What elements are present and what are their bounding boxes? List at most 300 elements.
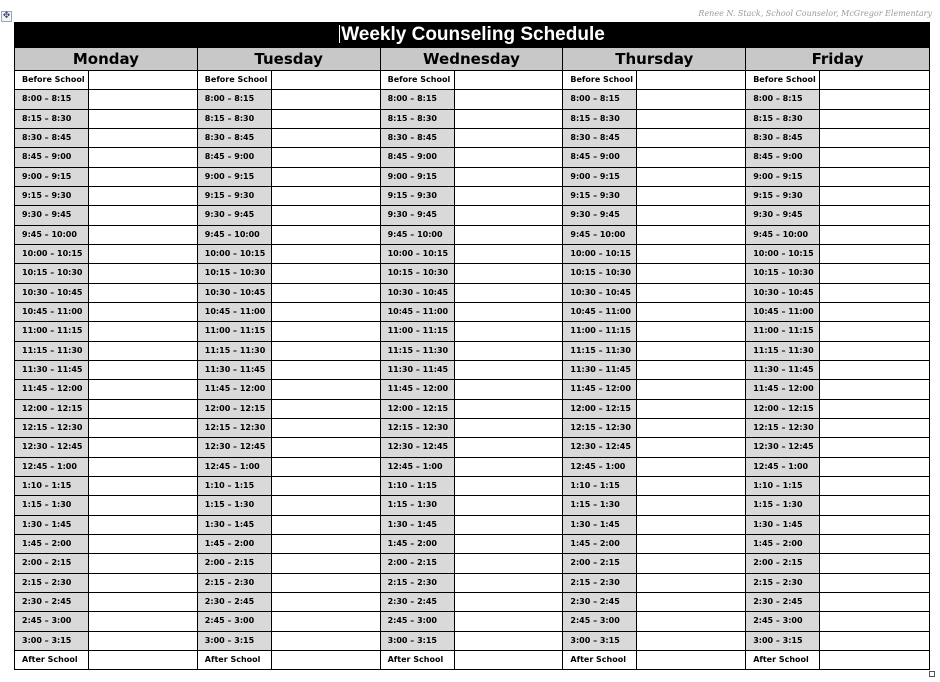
schedule-row bbox=[563, 516, 745, 535]
appointment-cell[interactable] bbox=[820, 226, 929, 244]
time-slot-label: 8:45 – 9:00 bbox=[563, 148, 637, 166]
time-slot-label: 11:00 – 11:15 bbox=[15, 322, 89, 340]
time-slot-label: 2:30 – 2:45 bbox=[381, 593, 455, 611]
time-slot-label: 8:00 – 8:15 bbox=[746, 90, 820, 108]
appointment-cell[interactable] bbox=[820, 245, 929, 263]
schedule-row bbox=[746, 322, 929, 341]
appointment-cell[interactable] bbox=[637, 438, 745, 456]
time-slot-label: 11:30 – 11:45 bbox=[198, 361, 272, 379]
appointment-cell[interactable] bbox=[820, 264, 929, 282]
schedule-row bbox=[381, 245, 563, 264]
time-slot-label: 3:00 – 3:15 bbox=[381, 632, 455, 650]
schedule-row bbox=[563, 322, 745, 341]
appointment-cell[interactable] bbox=[89, 110, 197, 128]
schedule-row bbox=[15, 129, 197, 148]
appointment-cell[interactable] bbox=[89, 458, 197, 476]
appointment-cell[interactable] bbox=[272, 535, 380, 553]
appointment-cell[interactable] bbox=[637, 90, 745, 108]
appointment-cell[interactable] bbox=[89, 342, 197, 360]
schedule-row bbox=[381, 419, 563, 438]
appointment-cell[interactable] bbox=[820, 322, 929, 340]
schedule-row bbox=[746, 226, 929, 245]
appointment-cell[interactable] bbox=[272, 593, 380, 611]
appointment-cell[interactable] bbox=[89, 612, 197, 630]
time-slot-label: 8:45 – 9:00 bbox=[746, 148, 820, 166]
schedule-row bbox=[15, 322, 197, 341]
appointment-cell[interactable] bbox=[89, 400, 197, 418]
schedule-row bbox=[15, 264, 197, 283]
schedule-row bbox=[198, 535, 380, 554]
schedule-row bbox=[381, 264, 563, 283]
appointment-cell[interactable] bbox=[455, 380, 563, 398]
appointment-cell[interactable] bbox=[89, 380, 197, 398]
time-slot-label: 9:00 – 9:15 bbox=[381, 168, 455, 186]
schedule-row bbox=[746, 380, 929, 399]
appointment-cell[interactable] bbox=[272, 284, 380, 302]
appointment-cell[interactable] bbox=[820, 458, 929, 476]
appointment-cell[interactable] bbox=[89, 148, 197, 166]
appointment-cell[interactable] bbox=[637, 612, 745, 630]
appointment-cell[interactable] bbox=[89, 361, 197, 379]
appointment-cell[interactable] bbox=[455, 477, 563, 495]
appointment-cell[interactable] bbox=[455, 400, 563, 418]
time-slot-label: 12:30 – 12:45 bbox=[563, 438, 637, 456]
day-header: Friday bbox=[746, 48, 929, 71]
appointment-cell[interactable] bbox=[637, 322, 745, 340]
schedule-row bbox=[746, 632, 929, 651]
appointment-cell[interactable] bbox=[455, 496, 563, 514]
appointment-cell[interactable] bbox=[637, 554, 745, 572]
schedule-row bbox=[746, 419, 929, 438]
appointment-cell[interactable] bbox=[272, 148, 380, 166]
time-slot-label: 8:30 – 8:45 bbox=[198, 129, 272, 147]
appointment-cell[interactable] bbox=[820, 168, 929, 186]
appointment-cell[interactable] bbox=[272, 458, 380, 476]
appointment-cell[interactable] bbox=[89, 419, 197, 437]
time-slot-label: 12:30 – 12:45 bbox=[198, 438, 272, 456]
appointment-cell[interactable] bbox=[820, 129, 929, 147]
appointment-cell[interactable] bbox=[820, 284, 929, 302]
appointment-cell[interactable] bbox=[820, 361, 929, 379]
time-slot-label: 1:10 – 1:15 bbox=[746, 477, 820, 495]
time-slot-label: 9:15 – 9:30 bbox=[563, 187, 637, 205]
time-slot-label: 11:30 – 11:45 bbox=[746, 361, 820, 379]
appointment-cell[interactable] bbox=[637, 187, 745, 205]
time-slot-label: 8:15 – 8:30 bbox=[15, 110, 89, 128]
appointment-cell[interactable] bbox=[637, 477, 745, 495]
appointment-cell[interactable] bbox=[820, 574, 929, 592]
appointment-cell[interactable] bbox=[272, 612, 380, 630]
schedule-row bbox=[746, 148, 929, 167]
appointment-cell[interactable] bbox=[455, 516, 563, 534]
time-slot-label: 2:15 – 2:30 bbox=[381, 574, 455, 592]
time-slot-label: 11:30 – 11:45 bbox=[381, 361, 455, 379]
appointment-cell[interactable] bbox=[820, 554, 929, 572]
schedule-row bbox=[381, 361, 563, 380]
appointment-cell[interactable] bbox=[637, 226, 745, 244]
appointment-cell[interactable] bbox=[89, 574, 197, 592]
appointment-cell[interactable] bbox=[89, 496, 197, 514]
schedule-row bbox=[198, 380, 380, 399]
time-slot-label: 11:00 – 11:15 bbox=[746, 322, 820, 340]
time-slot-label: 1:30 – 1:45 bbox=[381, 516, 455, 534]
time-slot-label: 11:15 – 11:30 bbox=[15, 342, 89, 360]
schedule-row bbox=[746, 496, 929, 515]
schedule-row bbox=[563, 71, 745, 90]
appointment-cell[interactable] bbox=[455, 322, 563, 340]
schedule-row bbox=[563, 226, 745, 245]
appointment-cell[interactable] bbox=[455, 612, 563, 630]
appointment-cell[interactable] bbox=[455, 90, 563, 108]
time-slot-label: 11:30 – 11:45 bbox=[15, 361, 89, 379]
schedule-row bbox=[198, 574, 380, 593]
time-slot-label: 10:30 – 10:45 bbox=[563, 284, 637, 302]
appointment-cell[interactable] bbox=[89, 516, 197, 534]
schedule-row bbox=[563, 342, 745, 361]
appointment-cell[interactable] bbox=[820, 148, 929, 166]
appointment-cell[interactable] bbox=[89, 226, 197, 244]
schedule-row bbox=[198, 593, 380, 612]
schedule-row bbox=[15, 574, 197, 593]
schedule-row bbox=[563, 438, 745, 457]
time-slot-label: 9:45 – 10:00 bbox=[746, 226, 820, 244]
appointment-cell[interactable] bbox=[272, 110, 380, 128]
appointment-cell[interactable] bbox=[89, 322, 197, 340]
appointment-cell[interactable] bbox=[637, 419, 745, 437]
time-slot-label: 2:30 – 2:45 bbox=[198, 593, 272, 611]
schedule-row bbox=[746, 284, 929, 303]
appointment-cell[interactable] bbox=[455, 264, 563, 282]
time-slot-label: After School bbox=[198, 651, 272, 669]
appointment-cell[interactable] bbox=[89, 168, 197, 186]
schedule-row bbox=[198, 71, 380, 90]
appointment-cell[interactable] bbox=[637, 264, 745, 282]
schedule-row bbox=[15, 303, 197, 322]
time-slot-label: 9:45 – 10:00 bbox=[198, 226, 272, 244]
appointment-cell[interactable] bbox=[89, 264, 197, 282]
time-slot-label: Before School bbox=[746, 71, 820, 89]
appointment-cell[interactable] bbox=[637, 284, 745, 302]
appointment-cell[interactable] bbox=[89, 554, 197, 572]
time-slot-label: After School bbox=[381, 651, 455, 669]
time-slot-label: 8:15 – 8:30 bbox=[381, 110, 455, 128]
schedule-row bbox=[15, 168, 197, 187]
appointment-cell[interactable] bbox=[89, 206, 197, 224]
time-slot-label: 12:15 – 12:30 bbox=[381, 419, 455, 437]
appointment-cell[interactable] bbox=[637, 632, 745, 650]
appointment-cell[interactable] bbox=[455, 110, 563, 128]
appointment-cell[interactable] bbox=[272, 322, 380, 340]
time-slot-label: 8:00 – 8:15 bbox=[563, 90, 637, 108]
time-slot-label: 1:10 – 1:15 bbox=[381, 477, 455, 495]
schedule-row bbox=[198, 612, 380, 631]
schedule-row bbox=[746, 264, 929, 283]
appointment-cell[interactable] bbox=[455, 419, 563, 437]
appointment-cell[interactable] bbox=[272, 632, 380, 650]
time-slot-label: 1:15 – 1:30 bbox=[15, 496, 89, 514]
appointment-cell[interactable] bbox=[637, 129, 745, 147]
appointment-cell[interactable] bbox=[272, 187, 380, 205]
appointment-cell[interactable] bbox=[820, 535, 929, 553]
appointment-cell[interactable] bbox=[272, 651, 380, 669]
appointment-cell[interactable] bbox=[820, 496, 929, 514]
time-slot-label: 1:30 – 1:45 bbox=[563, 516, 637, 534]
appointment-cell[interactable] bbox=[272, 438, 380, 456]
time-slot-label: 2:45 – 3:00 bbox=[563, 612, 637, 630]
schedule-row bbox=[15, 554, 197, 573]
appointment-cell[interactable] bbox=[637, 458, 745, 476]
appointment-cell[interactable] bbox=[455, 206, 563, 224]
appointment-cell[interactable] bbox=[272, 516, 380, 534]
time-slot-label: 10:00 – 10:15 bbox=[746, 245, 820, 263]
schedule-row bbox=[563, 284, 745, 303]
time-slot-label: 10:00 – 10:15 bbox=[563, 245, 637, 263]
appointment-cell[interactable] bbox=[637, 206, 745, 224]
schedule-row bbox=[15, 284, 197, 303]
time-slot-label: 12:15 – 12:30 bbox=[746, 419, 820, 437]
appointment-cell[interactable] bbox=[89, 90, 197, 108]
time-slot-label: 9:30 – 9:45 bbox=[198, 206, 272, 224]
appointment-cell[interactable] bbox=[820, 90, 929, 108]
appointment-cell[interactable] bbox=[637, 71, 745, 89]
appointment-cell[interactable] bbox=[89, 303, 197, 321]
appointment-cell[interactable] bbox=[272, 361, 380, 379]
time-slot-label: 1:10 – 1:15 bbox=[563, 477, 637, 495]
appointment-cell[interactable] bbox=[820, 206, 929, 224]
schedule-row bbox=[15, 632, 197, 651]
appointment-cell[interactable] bbox=[820, 303, 929, 321]
schedule-title-bar[interactable] bbox=[14, 22, 930, 47]
schedule-row bbox=[381, 535, 563, 554]
time-slot-label: 2:15 – 2:30 bbox=[563, 574, 637, 592]
appointment-cell[interactable] bbox=[820, 400, 929, 418]
appointment-cell[interactable] bbox=[272, 554, 380, 572]
appointment-cell[interactable] bbox=[272, 71, 380, 89]
appointment-cell[interactable] bbox=[455, 458, 563, 476]
time-slot-label: 11:15 – 11:30 bbox=[381, 342, 455, 360]
appointment-cell[interactable] bbox=[455, 535, 563, 553]
day-column-wednesday bbox=[380, 48, 563, 670]
appointment-cell[interactable] bbox=[89, 632, 197, 650]
appointment-cell[interactable] bbox=[637, 168, 745, 186]
appointment-cell[interactable] bbox=[89, 535, 197, 553]
time-slot-label: 2:45 – 3:00 bbox=[381, 612, 455, 630]
time-slot-label: 9:45 – 10:00 bbox=[381, 226, 455, 244]
appointment-cell[interactable] bbox=[455, 554, 563, 572]
schedule-row bbox=[563, 168, 745, 187]
time-slot-label: 11:45 – 12:00 bbox=[381, 380, 455, 398]
time-slot-label: 8:00 – 8:15 bbox=[15, 90, 89, 108]
time-slot-label: 12:15 – 12:30 bbox=[563, 419, 637, 437]
schedule-row bbox=[563, 400, 745, 419]
appointment-cell[interactable] bbox=[272, 90, 380, 108]
appointment-cell[interactable] bbox=[272, 206, 380, 224]
schedule-row bbox=[198, 361, 380, 380]
schedule-row bbox=[746, 168, 929, 187]
appointment-cell[interactable] bbox=[455, 245, 563, 263]
schedule-row bbox=[381, 168, 563, 187]
time-slot-label: 11:00 – 11:15 bbox=[381, 322, 455, 340]
time-slot-label: 8:00 – 8:15 bbox=[381, 90, 455, 108]
appointment-cell[interactable] bbox=[455, 168, 563, 186]
appointment-cell[interactable] bbox=[272, 574, 380, 592]
schedule-row bbox=[15, 90, 197, 109]
appointment-cell[interactable] bbox=[272, 400, 380, 418]
time-slot-label: 9:30 – 9:45 bbox=[746, 206, 820, 224]
appointment-cell[interactable] bbox=[820, 612, 929, 630]
appointment-cell[interactable] bbox=[820, 651, 929, 669]
time-slot-label: 8:45 – 9:00 bbox=[381, 148, 455, 166]
appointment-cell[interactable] bbox=[820, 380, 929, 398]
schedule-row bbox=[381, 438, 563, 457]
appointment-cell[interactable] bbox=[455, 148, 563, 166]
appointment-cell[interactable] bbox=[637, 342, 745, 360]
appointment-cell[interactable] bbox=[820, 438, 929, 456]
schedule-row bbox=[746, 593, 929, 612]
schedule-row bbox=[381, 632, 563, 651]
time-slot-label: 11:45 – 12:00 bbox=[563, 380, 637, 398]
appointment-cell[interactable] bbox=[89, 245, 197, 263]
appointment-cell[interactable] bbox=[455, 284, 563, 302]
appointment-cell[interactable] bbox=[272, 226, 380, 244]
schedule-row bbox=[15, 148, 197, 167]
schedule-row bbox=[381, 303, 563, 322]
appointment-cell[interactable] bbox=[455, 593, 563, 611]
schedule-row bbox=[746, 651, 929, 670]
schedule-row bbox=[381, 148, 563, 167]
appointment-cell[interactable] bbox=[89, 477, 197, 495]
appointment-cell[interactable] bbox=[455, 71, 563, 89]
appointment-cell[interactable] bbox=[637, 651, 745, 669]
time-slot-label: 10:45 – 11:00 bbox=[15, 303, 89, 321]
appointment-cell[interactable] bbox=[455, 361, 563, 379]
appointment-cell[interactable] bbox=[455, 438, 563, 456]
time-slot-label: 2:15 – 2:30 bbox=[746, 574, 820, 592]
time-slot-label: 12:45 – 1:00 bbox=[746, 458, 820, 476]
appointment-cell[interactable] bbox=[272, 496, 380, 514]
day-header: Monday bbox=[15, 48, 197, 71]
appointment-cell[interactable] bbox=[455, 187, 563, 205]
appointment-cell[interactable] bbox=[820, 187, 929, 205]
schedule-row bbox=[746, 303, 929, 322]
appointment-cell[interactable] bbox=[820, 477, 929, 495]
appointment-cell[interactable] bbox=[637, 148, 745, 166]
time-slot-label: 1:45 – 2:00 bbox=[198, 535, 272, 553]
appointment-cell[interactable] bbox=[637, 535, 745, 553]
appointment-cell[interactable] bbox=[637, 516, 745, 534]
time-slot-label: Before School bbox=[563, 71, 637, 89]
schedule-row bbox=[15, 206, 197, 225]
appointment-cell[interactable] bbox=[272, 168, 380, 186]
appointment-cell[interactable] bbox=[637, 400, 745, 418]
schedule-row bbox=[198, 110, 380, 129]
appointment-cell[interactable] bbox=[272, 264, 380, 282]
appointment-cell[interactable] bbox=[820, 419, 929, 437]
schedule-row bbox=[563, 554, 745, 573]
schedule-row bbox=[563, 651, 745, 670]
schedule-row bbox=[15, 477, 197, 496]
time-slot-label: 1:10 – 1:15 bbox=[198, 477, 272, 495]
appointment-cell[interactable] bbox=[89, 129, 197, 147]
appointment-cell[interactable] bbox=[820, 632, 929, 650]
appointment-cell[interactable] bbox=[637, 361, 745, 379]
appointment-cell[interactable] bbox=[820, 516, 929, 534]
time-slot-label: Before School bbox=[15, 71, 89, 89]
appointment-cell[interactable] bbox=[272, 245, 380, 263]
appointment-cell[interactable] bbox=[272, 477, 380, 495]
time-slot-label: Before School bbox=[381, 71, 455, 89]
time-slot-label: 12:00 – 12:15 bbox=[381, 400, 455, 418]
appointment-cell[interactable] bbox=[820, 71, 929, 89]
schedule-row bbox=[746, 361, 929, 380]
time-slot-label: After School bbox=[746, 651, 820, 669]
author-line: Renee N. Stack, School Counselor, McGregor Elementary bbox=[698, 9, 932, 18]
schedule-row bbox=[15, 342, 197, 361]
appointment-cell[interactable] bbox=[820, 110, 929, 128]
schedule-row bbox=[381, 284, 563, 303]
time-slot-label: 8:30 – 8:45 bbox=[381, 129, 455, 147]
appointment-cell[interactable] bbox=[455, 574, 563, 592]
appointment-cell[interactable] bbox=[455, 632, 563, 650]
appointment-cell[interactable] bbox=[89, 187, 197, 205]
time-slot-label: 11:45 – 12:00 bbox=[15, 380, 89, 398]
time-slot-label: After School bbox=[563, 651, 637, 669]
time-slot-label: 11:15 – 11:30 bbox=[563, 342, 637, 360]
appointment-cell[interactable] bbox=[455, 129, 563, 147]
day-header: Thursday bbox=[563, 48, 745, 71]
appointment-cell[interactable] bbox=[272, 303, 380, 321]
schedule-row bbox=[15, 71, 197, 90]
time-slot-label: 10:45 – 11:00 bbox=[746, 303, 820, 321]
appointment-cell[interactable] bbox=[455, 342, 563, 360]
schedule-row bbox=[746, 110, 929, 129]
appointment-cell[interactable] bbox=[455, 226, 563, 244]
appointment-cell[interactable] bbox=[637, 574, 745, 592]
table-move-handle[interactable]: ✥ bbox=[2, 11, 11, 21]
appointment-cell[interactable] bbox=[637, 303, 745, 321]
appointment-cell[interactable] bbox=[455, 303, 563, 321]
table-resize-handle[interactable] bbox=[929, 671, 935, 677]
time-slot-label: 10:15 – 10:30 bbox=[381, 264, 455, 282]
appointment-cell[interactable] bbox=[89, 71, 197, 89]
appointment-cell[interactable] bbox=[637, 593, 745, 611]
appointment-cell[interactable] bbox=[637, 110, 745, 128]
appointment-cell[interactable] bbox=[820, 593, 929, 611]
appointment-cell[interactable] bbox=[89, 593, 197, 611]
appointment-cell[interactable] bbox=[455, 651, 563, 669]
time-slot-label: 10:15 – 10:30 bbox=[563, 264, 637, 282]
schedule-row bbox=[198, 226, 380, 245]
time-slot-label: 3:00 – 3:15 bbox=[15, 632, 89, 650]
appointment-cell[interactable] bbox=[272, 342, 380, 360]
appointment-cell[interactable] bbox=[272, 380, 380, 398]
appointment-cell[interactable] bbox=[272, 419, 380, 437]
time-slot-label: 12:15 – 12:30 bbox=[198, 419, 272, 437]
appointment-cell[interactable] bbox=[637, 245, 745, 263]
appointment-cell[interactable] bbox=[637, 496, 745, 514]
appointment-cell[interactable] bbox=[637, 380, 745, 398]
appointment-cell[interactable] bbox=[89, 651, 197, 669]
appointment-cell[interactable] bbox=[89, 284, 197, 302]
schedule-row bbox=[381, 110, 563, 129]
time-slot-label: 2:00 – 2:15 bbox=[746, 554, 820, 572]
appointment-cell[interactable] bbox=[272, 129, 380, 147]
schedule-row bbox=[15, 651, 197, 670]
schedule-row bbox=[198, 303, 380, 322]
appointment-cell[interactable] bbox=[820, 342, 929, 360]
schedule-row bbox=[381, 187, 563, 206]
appointment-cell[interactable] bbox=[89, 438, 197, 456]
